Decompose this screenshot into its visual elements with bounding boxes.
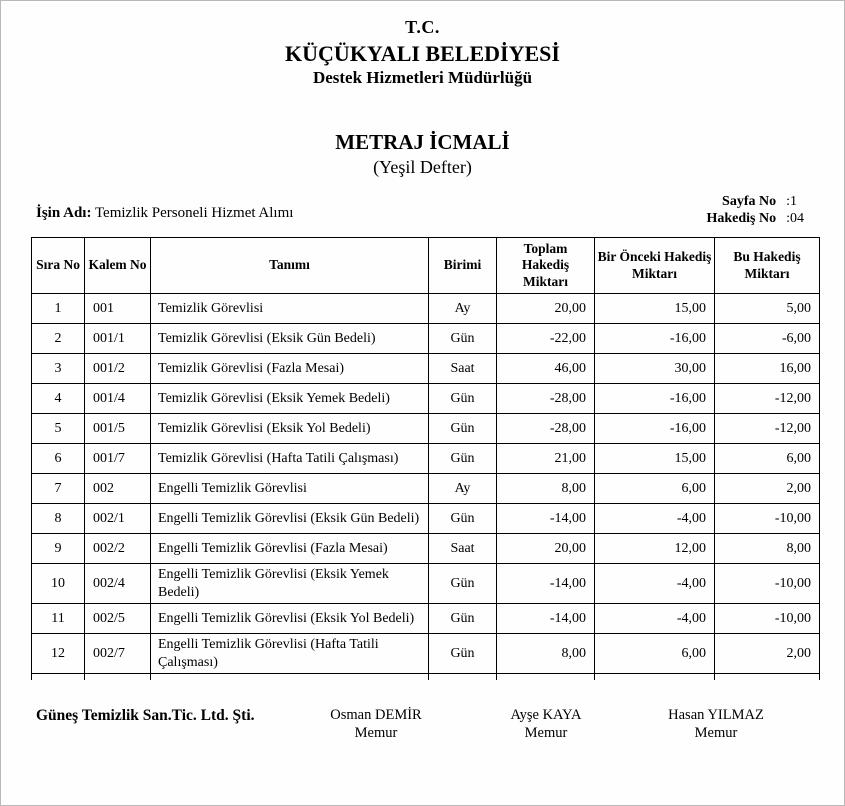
- header-onceki: Bir Önceki Hakediş Miktarı: [595, 238, 715, 294]
- cell-bu-miktari: 8,00: [715, 534, 820, 564]
- table-row: [32, 634, 820, 674]
- cell-sira-no: 12: [32, 634, 85, 674]
- cell-kalem-no: 001/1: [85, 324, 151, 354]
- cell-tanimi: Engelli Temizlik Görevlisi: [151, 474, 429, 504]
- cell-toplam-miktari: -14,00: [497, 564, 595, 604]
- cell-birimi: Gün: [429, 634, 497, 674]
- truncated-row-stub: [32, 674, 820, 680]
- cell-bu-miktari: 6,00: [715, 444, 820, 474]
- cell-tanimi: Engelli Temizlik Görevlisi (Eksik Yemek Bedeli): [151, 564, 429, 604]
- cell-bu-miktari: -10,00: [715, 604, 820, 634]
- cell-onceki-miktari: 12,00: [595, 534, 715, 564]
- cell-sira-no: 2: [32, 324, 85, 354]
- cell-onceki-miktari: -4,00: [595, 604, 715, 634]
- state-label: T.C.: [405, 17, 440, 37]
- cell-kalem-no: 001/4: [85, 384, 151, 414]
- cell-tanimi: Temizlik Görevlisi: [151, 294, 429, 324]
- document-title: METRAJ İCMALİ: [335, 130, 510, 154]
- header-toplam: Toplam Hakediş Miktarı: [497, 238, 595, 294]
- cell-kalem-no: 002/2: [85, 534, 151, 564]
- table-body: [32, 294, 820, 680]
- cell-bu-miktari: -10,00: [715, 564, 820, 604]
- metraj-table: [31, 237, 820, 680]
- table-row: [32, 474, 820, 504]
- signature-block: [631, 707, 801, 742]
- table-row: [32, 354, 820, 384]
- cell-onceki-miktari: 15,00: [595, 294, 715, 324]
- cell-bu-miktari: 2,00: [715, 474, 820, 504]
- cell-onceki-miktari: 15,00: [595, 444, 715, 474]
- header-bu: Bu Hakediş Miktarı: [715, 238, 820, 294]
- table-row: [32, 504, 820, 534]
- contractor-company-name: Güneş Temizlik San.Tic. Ltd. Şti.: [36, 706, 255, 724]
- cell-kalem-no: 001/2: [85, 354, 151, 384]
- table-row: [32, 294, 820, 324]
- cell-birimi: Gün: [429, 414, 497, 444]
- work-name-label: İşin Adı:: [36, 205, 92, 221]
- cell-onceki-miktari: -16,00: [595, 324, 715, 354]
- signature-block: [461, 707, 631, 742]
- cell-onceki-miktari: -4,00: [595, 504, 715, 534]
- work-name-line: [36, 205, 293, 222]
- signer-role: Memur: [694, 724, 738, 741]
- work-name-value: Temizlik Personeli Hizmet Alımı: [94, 205, 294, 221]
- cell-birimi: Gün: [429, 564, 497, 604]
- header-tanimi: Tanımı: [151, 238, 429, 294]
- cell-onceki-miktari: 30,00: [595, 354, 715, 384]
- cell-sira-no: 9: [32, 534, 85, 564]
- municipality-name: KÜÇÜKYALI BELEDİYESİ: [285, 41, 560, 66]
- cell-birimi: Gün: [429, 444, 497, 474]
- signer-name: Ayşe KAYA: [510, 706, 582, 723]
- page-no-label: Sayfa No: [722, 194, 777, 209]
- header-birimi: Birimi: [429, 238, 497, 294]
- cell-onceki-miktari: -16,00: [595, 414, 715, 444]
- cell-toplam-miktari: -14,00: [497, 504, 595, 534]
- hakedis-no-value: :04: [786, 211, 804, 226]
- cell-toplam-miktari: 20,00: [497, 534, 595, 564]
- cell-birimi: Saat: [429, 354, 497, 384]
- table-row: [32, 604, 820, 634]
- cell-kalem-no: 001: [85, 294, 151, 324]
- cell-bu-miktari: 2,00: [715, 634, 820, 674]
- cell-sira-no: 4: [32, 384, 85, 414]
- cell-sira-no: 8: [32, 504, 85, 534]
- cell-toplam-miktari: -14,00: [497, 604, 595, 634]
- cell-onceki-miktari: 6,00: [595, 634, 715, 674]
- cell-onceki-miktari: 6,00: [595, 474, 715, 504]
- cell-birimi: Saat: [429, 534, 497, 564]
- hakedis-no-label: Hakediş No: [706, 211, 777, 226]
- signer-role: Memur: [524, 724, 568, 741]
- cell-kalem-no: 002/7: [85, 634, 151, 674]
- cell-tanimi: Engelli Temizlik Görevlisi (Fazla Mesai): [151, 534, 429, 564]
- cell-birimi: Gün: [429, 504, 497, 534]
- cell-tanimi: Temizlik Görevlisi (Eksik Gün Bedeli): [151, 324, 429, 354]
- signer-role: Memur: [354, 724, 398, 741]
- signature-block: [291, 707, 461, 742]
- cell-kalem-no: 002/4: [85, 564, 151, 604]
- table-row: [32, 414, 820, 444]
- document-header: [1, 1, 844, 178]
- cell-sira-no: 10: [32, 564, 85, 604]
- department-name: Destek Hizmetleri Müdürlüğü: [312, 68, 533, 87]
- cell-bu-miktari: -12,00: [715, 414, 820, 444]
- table-row: [32, 324, 820, 354]
- header-kalem-no: Kalem No: [85, 238, 151, 294]
- cell-bu-miktari: -10,00: [715, 504, 820, 534]
- cell-tanimi: Temizlik Görevlisi (Fazla Mesai): [151, 354, 429, 384]
- cell-tanimi: Temizlik Görevlisi (Hafta Tatili Çalışması): [151, 444, 429, 474]
- cell-birimi: Gün: [429, 604, 497, 634]
- table-row: [32, 444, 820, 474]
- cell-sira-no: 7: [32, 474, 85, 504]
- cell-kalem-no: 002: [85, 474, 151, 504]
- cell-toplam-miktari: 46,00: [497, 354, 595, 384]
- cell-tanimi: Engelli Temizlik Görevlisi (Eksik Yol Bedeli): [151, 604, 429, 634]
- cell-birimi: Gün: [429, 384, 497, 414]
- table-header-row: [32, 238, 820, 294]
- cell-kalem-no: 001/7: [85, 444, 151, 474]
- signer-name: Osman DEMİR: [330, 706, 422, 723]
- cell-bu-miktari: -6,00: [715, 324, 820, 354]
- table-row: [32, 564, 820, 604]
- cell-onceki-miktari: -4,00: [595, 564, 715, 604]
- cell-sira-no: 1: [32, 294, 85, 324]
- document-subtitle: (Yeşil Defter): [373, 157, 472, 177]
- cell-kalem-no: 002/5: [85, 604, 151, 634]
- cell-toplam-miktari: -28,00: [497, 414, 595, 444]
- cell-sira-no: 6: [32, 444, 85, 474]
- cell-onceki-miktari: -16,00: [595, 384, 715, 414]
- cell-sira-no: 5: [32, 414, 85, 444]
- cell-kalem-no: 002/1: [85, 504, 151, 534]
- cell-sira-no: 11: [32, 604, 85, 634]
- cell-tanimi: Engelli Temizlik Görevlisi (Hafta Tatili Çalışması): [151, 634, 429, 674]
- table-row: [32, 384, 820, 414]
- cell-birimi: Ay: [429, 294, 497, 324]
- cell-bu-miktari: 16,00: [715, 354, 820, 384]
- cell-toplam-miktari: 20,00: [497, 294, 595, 324]
- cell-bu-miktari: -12,00: [715, 384, 820, 414]
- signer-name: Hasan YILMAZ: [668, 706, 764, 723]
- cell-bu-miktari: 5,00: [715, 294, 820, 324]
- cell-toplam-miktari: 21,00: [497, 444, 595, 474]
- cell-birimi: Gün: [429, 324, 497, 354]
- cell-tanimi: Temizlik Görevlisi (Eksik Yemek Bedeli): [151, 384, 429, 414]
- cell-toplam-miktari: 8,00: [497, 634, 595, 674]
- cell-toplam-miktari: -28,00: [497, 384, 595, 414]
- header-sira-no: Sıra No: [32, 238, 85, 294]
- cell-toplam-miktari: 8,00: [497, 474, 595, 504]
- signature-band: [36, 707, 844, 742]
- meta-band: [36, 194, 804, 227]
- table-row: [32, 534, 820, 564]
- cell-sira-no: 3: [32, 354, 85, 384]
- page-and-payment-numbers: [706, 194, 804, 227]
- cell-tanimi: Temizlik Görevlisi (Eksik Yol Bedeli): [151, 414, 429, 444]
- page-no-value: :1: [786, 194, 797, 209]
- cell-toplam-miktari: -22,00: [497, 324, 595, 354]
- cell-kalem-no: 001/5: [85, 414, 151, 444]
- cell-birimi: Ay: [429, 474, 497, 504]
- table-header: [32, 238, 820, 294]
- cell-tanimi: Engelli Temizlik Görevlisi (Eksik Gün Bedeli): [151, 504, 429, 534]
